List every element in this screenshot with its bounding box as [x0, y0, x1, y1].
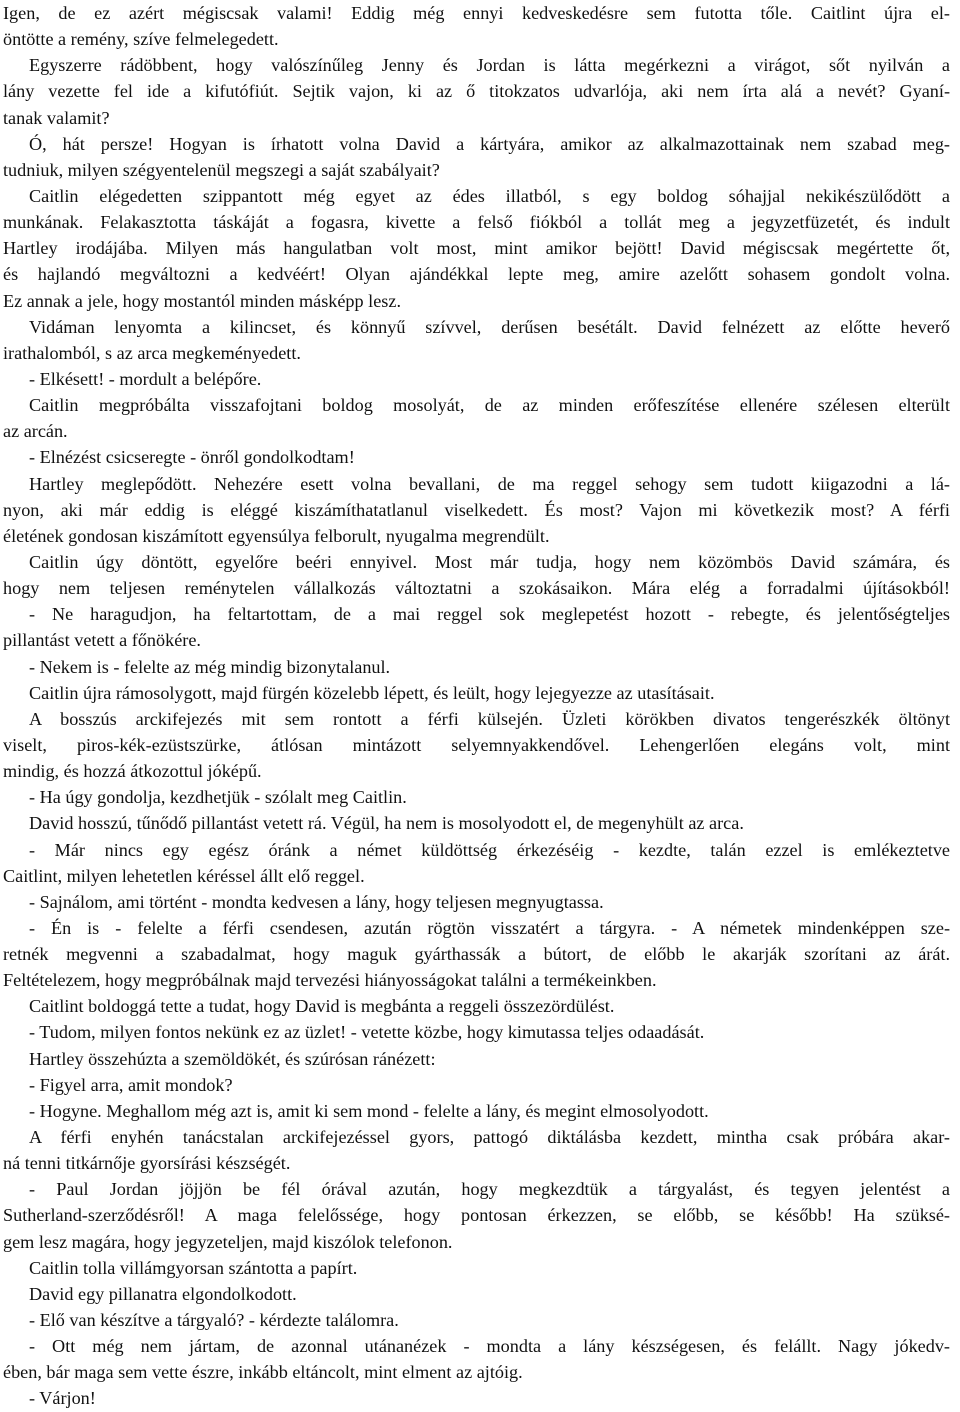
- text-line: retnék megvenni a szabadalmat, hogy maguk gyárthassák a bútort, de előbb le akarják szorítani az árát.: [3, 944, 950, 965]
- text-line: - Figyel arra, amit mondok?: [29, 1074, 233, 1095]
- text-line: ná tenni titkárnője gyorsírási készségét.: [3, 1153, 291, 1174]
- text-line: ében, bár maga sem vette észre, inkább eltáncolt, mint elment az ajtóig.: [3, 1362, 523, 1383]
- text-line: - Elő van készítve a tárgyaló? - kérdezte találomra.: [29, 1310, 399, 1331]
- text-line: A bosszús arckifejezés mit sem rontott a férfi külsején. Üzleti körökben divatos tengerészkék öltönyt: [29, 708, 950, 729]
- text-line: irathalomból, s az arca megkeményedett.: [3, 342, 301, 363]
- text-line: és hajlandó megváltozni a kedvéért! Olyan ajándékkal lepte meg, amire azelőtt sohasem gondolt volna.: [3, 264, 950, 285]
- text-line: - Elnézést csicseregte - önről gondolkodtam!: [29, 447, 355, 468]
- text-line: - Sajnálom, ami történt - mondta kedvesen a lány, hogy teljesen megnyugtassa.: [29, 891, 604, 912]
- text-line: - Elkésett! - mordult a belépőre.: [29, 368, 262, 389]
- text-line: Caitlint boldoggá tette a tudat, hogy David is megbánta a reggeli összezördülést.: [29, 996, 615, 1017]
- document-body: [3, 0, 950, 1412]
- text-line: Igen, de ez azért mégiscsak valami! Eddig még ennyi kedveskedésre sem futotta tőle. Caitlint újra el-: [3, 3, 950, 23]
- text-line: viselt, piros-kék-ezüstszürke, átlósan mintázott selyemnyakkendővel. Lehengerlően elegáns volt, mint: [3, 734, 950, 755]
- text-line: nyon, aki már eddig is eléggé kiszámíthatatlanul viselkedett. És most? Vajon mi következik most? A férfi: [3, 499, 950, 520]
- text-line: gem lesz magára, hogy jegyzeteljen, majd kiszólok telefonon.: [3, 1231, 453, 1252]
- text-line: - Én is - felelte a férfi csendesen, azután rögtön visszatért a tárgyra. - A németek mindenképpen sze-: [29, 917, 950, 938]
- text-line: David hosszú, tűnődő pillantást vetett rá. Végül, ha nem is mosolyodott el, de megenyhült az arca.: [29, 813, 744, 834]
- text-line: Sutherland-szerződésről! A maga felelőssége, hogy pontosan érkezzen, se előbb, se később! Ha szüksé-: [3, 1205, 950, 1226]
- text-line: mindig, és hozzá átkozottul jóképű.: [3, 761, 262, 782]
- text-line: Caitlin újra rámosolygott, majd fürgén közelebb lépett, és leült, hogy lejegyezze az utasításait.: [29, 682, 715, 703]
- text-line: tudniuk, milyen szégyentelenül megszegi a saját szabályait?: [3, 159, 440, 180]
- text-line: - Nekem is - felelte az még mindig bizonytalanul.: [29, 656, 391, 677]
- text-line: Caitlin elégedetten szippantott még egyet az édes illatból, s egy boldog sóhajjal nekikészülődött a: [29, 185, 950, 206]
- text-line: Hartley irodájába. Milyen más hangulatban volt most, mint amikor bejött! David mégiscsak megértette őt,: [3, 238, 950, 259]
- text-line: A férfi enyhén tanácstalan arckifejezéssel gyors, pattogó diktálásba kezdett, mintha csak próbára akar-: [29, 1127, 950, 1148]
- text-line: - Ott még nem jártam, de azonnal utánanézek - mondta a lány készségesen, és felállt. Nagy jókedv-: [29, 1336, 950, 1357]
- text-line: David egy pillanatra elgondolkodott.: [29, 1283, 297, 1304]
- text-line: Egyszerre rádöbbent, hogy valószínűleg Jenny és Jordan is látta megérkezni a virágot, sőt nyilván a: [29, 55, 950, 76]
- text-line: Caitlin megpróbálta visszafojtani boldog mosolyát, de az minden erőfeszítése ellenére szélesen elterült: [29, 395, 950, 416]
- text-line: Vidáman lenyomta a kilincset, és könnyű szívvel, derűsen besétált. David felnézett az előtte heverő: [29, 316, 950, 337]
- text-line: - Paul Jordan jöjjön be fél órával azután, hogy megkezdtük a tárgyalást, és tegyen jelentést a: [29, 1179, 950, 1200]
- text-line: Caitlin tolla villámgyorsan szántotta a papírt.: [29, 1257, 358, 1278]
- text-line: - Már nincs egy egész óránk a német küldöttség érkezéséig - kezdte, talán ezzel is emlékeztetve: [29, 839, 950, 860]
- text-line: Ez annak a jele, hogy mostantól minden másképp lesz.: [3, 290, 401, 311]
- text-line: - Várjon!: [29, 1388, 96, 1409]
- text-line: hogy nem teljesen reménytelen vállalkozás változtatni a szokásaikon. Mára elég a forradalmi újításokból!: [3, 578, 950, 599]
- text-line: Hartley összehúzta a szemöldökét, és szúrósan ránézett:: [29, 1048, 436, 1069]
- text-line: Ó, hát persze! Hogyan is írhatott volna David a kártyára, amikor az alkalmazottainak nem szabad meg-: [29, 133, 950, 154]
- text-line: Hartley meglepődött. Nehezére esett volna bevallani, de ma reggel sehogy sem tudott kiigazodni a lá-: [29, 473, 950, 494]
- text-line: az arcán.: [3, 421, 68, 442]
- text-line: - Tudom, milyen fontos nekünk ez az üzlet! - vetette közbe, hogy kimutassa teljes odaadását.: [29, 1022, 705, 1043]
- text-line: tanak valamit?: [3, 107, 110, 128]
- text-line: pillantást vetett a főnökére.: [3, 630, 201, 651]
- text-line: - Hogyne. Meghallom még azt is, amit ki sem mond - felelte a lány, és megint elmosolyodott.: [29, 1100, 709, 1121]
- text-line: - Ne haragudjon, ha feltartottam, de a mai reggel sok meglepetést hozott - rebegte, és jelentőségteljes: [29, 604, 950, 625]
- text-line: munkának. Felakasztotta táskáját a fogasra, kivette a felső fiókból a tollát meg a jegyzetfüzetét, és indult: [3, 212, 950, 233]
- text-line: életének gondosan kiszámított egyensúlya felborult, nyugalma megrendült.: [3, 525, 550, 546]
- text-line: lány vezette fel ide a kifutófiút. Sejtik vajon, ki az ő titokzatos udvarlója, aki nem írta alá a nevét? Gyaní-: [3, 81, 950, 102]
- text-line: - Ha úgy gondolja, kezdhetjük - szólalt meg Caitlin.: [29, 787, 407, 808]
- text-line: Caitlin úgy döntött, egyelőre beéri ennyivel. Most már tudja, hogy nem közömbös David számára, és: [29, 551, 950, 572]
- text-line: Caitlint, milyen lehetetlen kéréssel állt elő reggel.: [3, 865, 365, 886]
- text-line: Feltételezem, hogy megpróbálnak majd tervezési hiányosságokat találni a termékeinkben.: [3, 970, 657, 991]
- text-line: öntötte a remény, szíve felmelegedett.: [3, 29, 279, 50]
